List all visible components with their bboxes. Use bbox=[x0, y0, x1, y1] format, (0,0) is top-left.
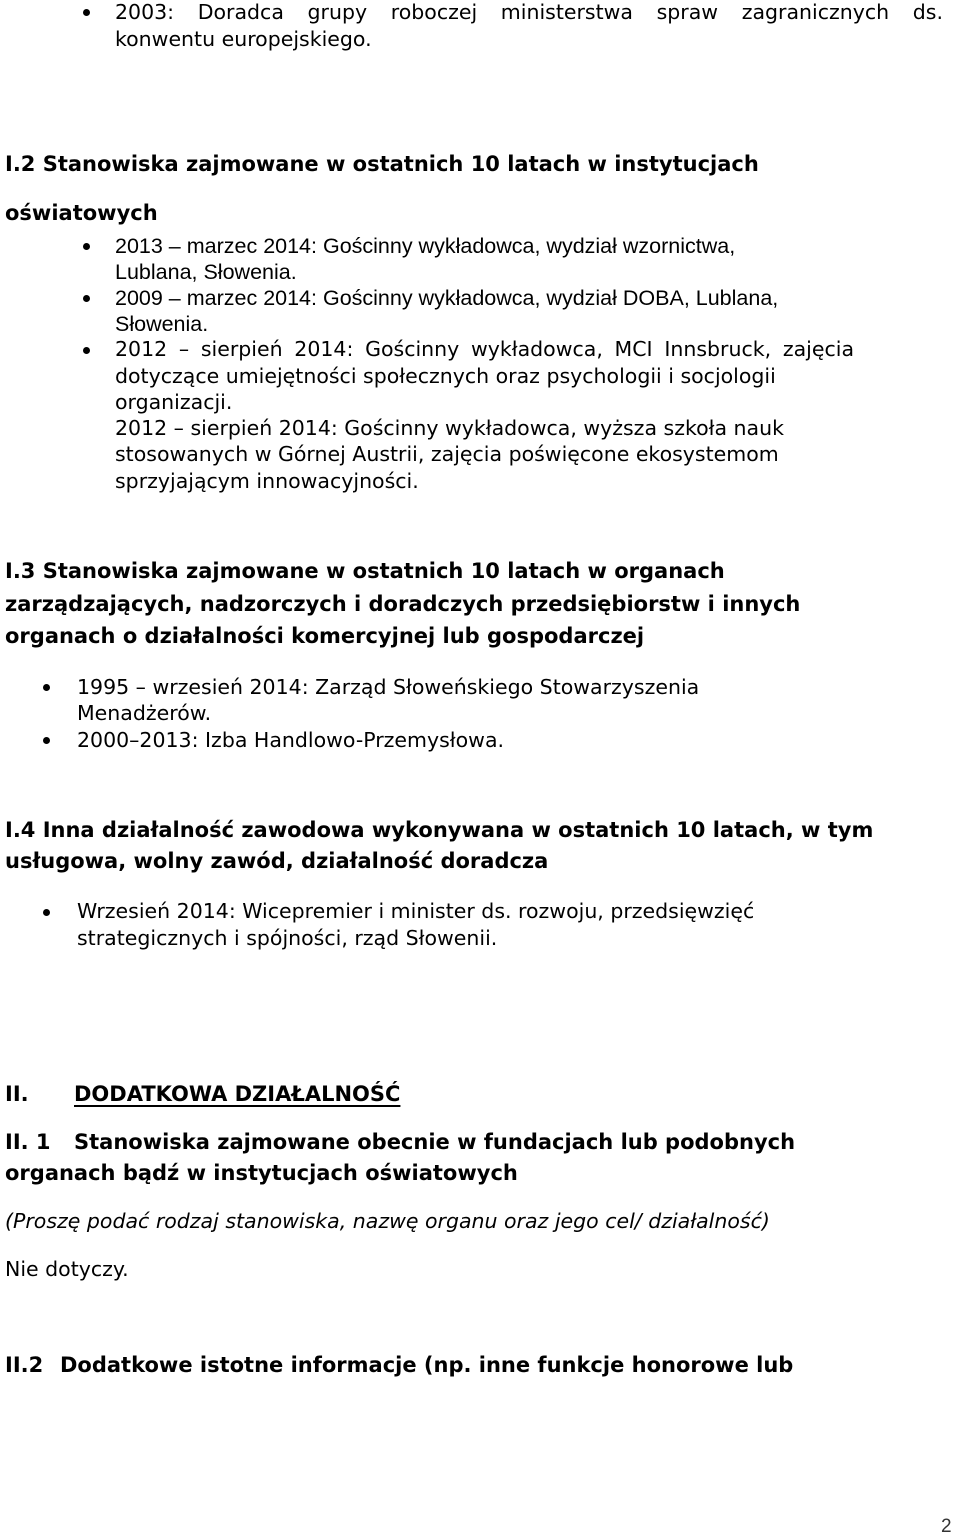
list-item-text: Menadżerów. bbox=[77, 701, 212, 725]
section-heading-1-3: organach o działalności komercyjnej lub gospodarczej bbox=[5, 624, 645, 648]
section-number-2-2: II.2 bbox=[5, 1353, 44, 1377]
page-number: 2 bbox=[941, 1516, 952, 1537]
list-bullet bbox=[43, 737, 50, 744]
paragraph-text: 2012 – sierpień 2014: Gościnny wykładowca, wyższa szkoła nauk bbox=[115, 416, 784, 440]
list-item-text: 2009 – marzec 2014: Gościnny wykładowca, wydział DOBA, Lublana, bbox=[115, 286, 779, 310]
list-bullet bbox=[83, 347, 90, 354]
section-number-2: II. bbox=[5, 1082, 29, 1106]
list-item-text: 2013 – marzec 2014: Gościnny wykładowca, wydział wzornictwa, bbox=[115, 234, 736, 258]
list-item-text: organizacji. bbox=[115, 390, 233, 414]
list-item-text: dotyczące umiejętności społecznych oraz psychologii i socjologii bbox=[115, 364, 776, 388]
list-item-text: 2012 – sierpień 2014: Gościnny wykładowca, MCI Innsbruck, zajęcia bbox=[115, 337, 854, 361]
list-bullet bbox=[43, 684, 50, 691]
list-item-text: konwentu europejskiego. bbox=[115, 27, 372, 51]
list-item-text: strategicznych i spójności, rząd Słowenii. bbox=[77, 926, 498, 950]
paragraph-text: stosowanych w Górnej Austrii, zajęcia poświęcone ekosystemom bbox=[115, 442, 779, 466]
list-item-text: 2000–2013: Izba Handlowo-Przemysłowa. bbox=[77, 728, 505, 752]
section-title-2: DODATKOWA DZIAŁALNOŚĆ bbox=[74, 1082, 401, 1106]
list-bullet bbox=[83, 295, 90, 302]
list-item-text: Lublana, Słowenia. bbox=[115, 260, 297, 284]
list-item-text: Słowenia. bbox=[115, 312, 209, 336]
section-heading-2-1: organach bądź w instytucjach oświatowych bbox=[5, 1161, 518, 1185]
list-item-text: 1995 – wrzesień 2014: Zarząd Słoweńskiego Stowarzyszenia bbox=[77, 675, 700, 699]
instruction-text: (Proszę podać rodzaj stanowiska, nazwę organu oraz jego cel/ działalność) bbox=[5, 1209, 770, 1233]
section-heading-2-1: Stanowiska zajmowane obecnie w fundacjach lub podobnych bbox=[74, 1130, 796, 1154]
list-bullet bbox=[83, 9, 90, 16]
section-heading-1-3: zarządzających, nadzorczych i doradczych przedsiębiorstw i innych bbox=[5, 592, 801, 616]
answer-text: Nie dotyczy. bbox=[5, 1257, 129, 1281]
list-bullet bbox=[43, 909, 50, 916]
paragraph-text: sprzyjającym innowacyjności. bbox=[115, 469, 419, 493]
list-item-text: Wrzesień 2014: Wicepremier i minister ds. rozwoju, przedsięwzięć bbox=[77, 899, 755, 923]
list-bullet bbox=[83, 243, 90, 250]
section-heading-2-2: Dodatkowe istotne informacje (np. inne funkcje honorowe lub bbox=[60, 1353, 794, 1377]
section-number-2-1: II. 1 bbox=[5, 1130, 51, 1154]
section-heading-1-2: I.2 Stanowiska zajmowane w ostatnich 10 latach w instytucjach bbox=[5, 152, 759, 176]
list-item-text: 2003: Doradca grupy roboczej ministerstwa spraw zagranicznych ds. bbox=[115, 0, 943, 24]
section-heading-1-3: I.3 Stanowiska zajmowane w ostatnich 10 latach w organach bbox=[5, 559, 725, 583]
section-heading-1-4: usługowa, wolny zawód, działalność doradcza bbox=[5, 849, 549, 873]
section-heading-1-2: oświatowych bbox=[5, 201, 158, 225]
section-heading-1-4: I.4 Inna działalność zawodowa wykonywana w ostatnich 10 latach, w tym bbox=[5, 818, 874, 842]
